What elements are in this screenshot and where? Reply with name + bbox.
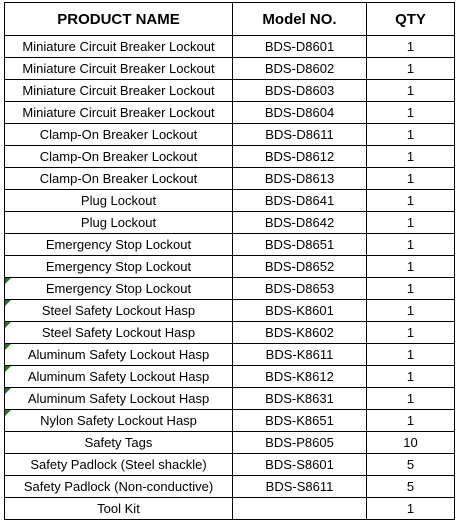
product-name-cell[interactable]: Emergency Stop Lockout — [5, 278, 233, 300]
table-row — [5, 168, 455, 190]
product-name-cell[interactable]: Aluminum Safety Lockout Hasp — [5, 388, 233, 410]
product-name-cell[interactable]: Emergency Stop Lockout — [5, 256, 233, 278]
table-row — [5, 344, 455, 366]
header-row — [5, 3, 455, 36]
qty-cell[interactable]: 5 — [367, 454, 455, 476]
product-name-cell[interactable]: Clamp-On Breaker Lockout — [5, 124, 233, 146]
model-no-cell[interactable]: BDS-D8652 — [233, 256, 367, 278]
product-name-cell[interactable]: Safety Tags — [5, 432, 233, 454]
qty-cell[interactable]: 1 — [367, 36, 455, 58]
table-row — [5, 146, 455, 168]
model-no-cell[interactable]: BDS-S8611 — [233, 476, 367, 498]
table-row — [5, 102, 455, 124]
product-name-cell[interactable]: Safety Padlock (Steel shackle) — [5, 454, 233, 476]
product-name-cell[interactable]: Nylon Safety Lockout Hasp — [5, 410, 233, 432]
qty-cell[interactable]: 1 — [367, 124, 455, 146]
product-name-cell[interactable]: Tool Kit — [5, 498, 233, 520]
product-name-cell[interactable]: Clamp-On Breaker Lockout — [5, 146, 233, 168]
qty-cell[interactable]: 1 — [367, 410, 455, 432]
table-row — [5, 234, 455, 256]
qty-cell[interactable]: 1 — [367, 190, 455, 212]
spreadsheet — [4, 2, 454, 520]
product-name-cell[interactable]: Miniature Circuit Breaker Lockout — [5, 58, 233, 80]
product-name-cell[interactable]: Steel Safety Lockout Hasp — [5, 300, 233, 322]
table-row — [5, 256, 455, 278]
product-name-cell[interactable]: Safety Padlock (Non-conductive) — [5, 476, 233, 498]
model-no-cell[interactable]: BDS-D8604 — [233, 102, 367, 124]
table-row — [5, 124, 455, 146]
model-no-cell[interactable]: BDS-K8612 — [233, 366, 367, 388]
header-qty[interactable]: QTY — [367, 3, 455, 36]
product-name-cell[interactable]: Plug Lockout — [5, 212, 233, 234]
model-no-cell[interactable]: BDS-D8611 — [233, 124, 367, 146]
model-no-cell[interactable]: BDS-K8601 — [233, 300, 367, 322]
qty-cell[interactable]: 5 — [367, 476, 455, 498]
product-name-cell[interactable]: Miniature Circuit Breaker Lockout — [5, 36, 233, 58]
qty-cell[interactable]: 1 — [367, 256, 455, 278]
model-no-cell[interactable] — [233, 498, 367, 520]
table-row — [5, 300, 455, 322]
qty-cell[interactable]: 1 — [367, 300, 455, 322]
model-no-cell[interactable]: BDS-K8651 — [233, 410, 367, 432]
table-row — [5, 58, 455, 80]
qty-cell[interactable]: 1 — [367, 322, 455, 344]
table-row — [5, 36, 455, 58]
qty-cell[interactable]: 1 — [367, 146, 455, 168]
table-row — [5, 322, 455, 344]
qty-cell[interactable]: 1 — [367, 80, 455, 102]
qty-cell[interactable]: 1 — [367, 102, 455, 124]
product-name-cell[interactable]: Steel Safety Lockout Hasp — [5, 322, 233, 344]
model-no-cell[interactable]: BDS-K8631 — [233, 388, 367, 410]
model-no-cell[interactable]: BDS-D8641 — [233, 190, 367, 212]
model-no-cell[interactable]: BDS-D8653 — [233, 278, 367, 300]
header-product-name[interactable]: PRODUCT NAME — [5, 3, 233, 36]
qty-cell[interactable]: 1 — [367, 388, 455, 410]
model-no-cell[interactable]: BDS-D8612 — [233, 146, 367, 168]
qty-cell[interactable]: 1 — [367, 498, 455, 520]
qty-cell[interactable]: 1 — [367, 278, 455, 300]
model-no-cell[interactable]: BDS-D8601 — [233, 36, 367, 58]
product-name-cell[interactable]: Aluminum Safety Lockout Hasp — [5, 366, 233, 388]
table-row — [5, 212, 455, 234]
product-name-cell[interactable]: Aluminum Safety Lockout Hasp — [5, 344, 233, 366]
product-name-cell[interactable]: Plug Lockout — [5, 190, 233, 212]
qty-cell[interactable]: 10 — [367, 432, 455, 454]
table-row — [5, 388, 455, 410]
model-no-cell[interactable]: BDS-S8601 — [233, 454, 367, 476]
model-no-cell[interactable]: BDS-D8603 — [233, 80, 367, 102]
model-no-cell[interactable]: BDS-D8651 — [233, 234, 367, 256]
table-row — [5, 498, 455, 520]
table-row — [5, 432, 455, 454]
product-table — [4, 2, 455, 520]
table-row — [5, 278, 455, 300]
model-no-cell[interactable]: BDS-P8605 — [233, 432, 367, 454]
header-model-no[interactable]: Model NO. — [233, 3, 367, 36]
product-name-cell[interactable]: Miniature Circuit Breaker Lockout — [5, 80, 233, 102]
table-row — [5, 476, 455, 498]
model-no-cell[interactable]: BDS-K8611 — [233, 344, 367, 366]
product-name-cell[interactable]: Emergency Stop Lockout — [5, 234, 233, 256]
model-no-cell[interactable]: BDS-D8642 — [233, 212, 367, 234]
model-no-cell[interactable]: BDS-D8602 — [233, 58, 367, 80]
table-row — [5, 366, 455, 388]
product-name-cell[interactable]: Miniature Circuit Breaker Lockout — [5, 102, 233, 124]
table-row — [5, 454, 455, 476]
table-row — [5, 80, 455, 102]
table-row — [5, 410, 455, 432]
product-name-cell[interactable]: Clamp-On Breaker Lockout — [5, 168, 233, 190]
model-no-cell[interactable]: BDS-D8613 — [233, 168, 367, 190]
table-row — [5, 190, 455, 212]
qty-cell[interactable]: 1 — [367, 344, 455, 366]
qty-cell[interactable]: 1 — [367, 212, 455, 234]
model-no-cell[interactable]: BDS-K8602 — [233, 322, 367, 344]
qty-cell[interactable]: 1 — [367, 234, 455, 256]
qty-cell[interactable]: 1 — [367, 366, 455, 388]
qty-cell[interactable]: 1 — [367, 168, 455, 190]
qty-cell[interactable]: 1 — [367, 58, 455, 80]
